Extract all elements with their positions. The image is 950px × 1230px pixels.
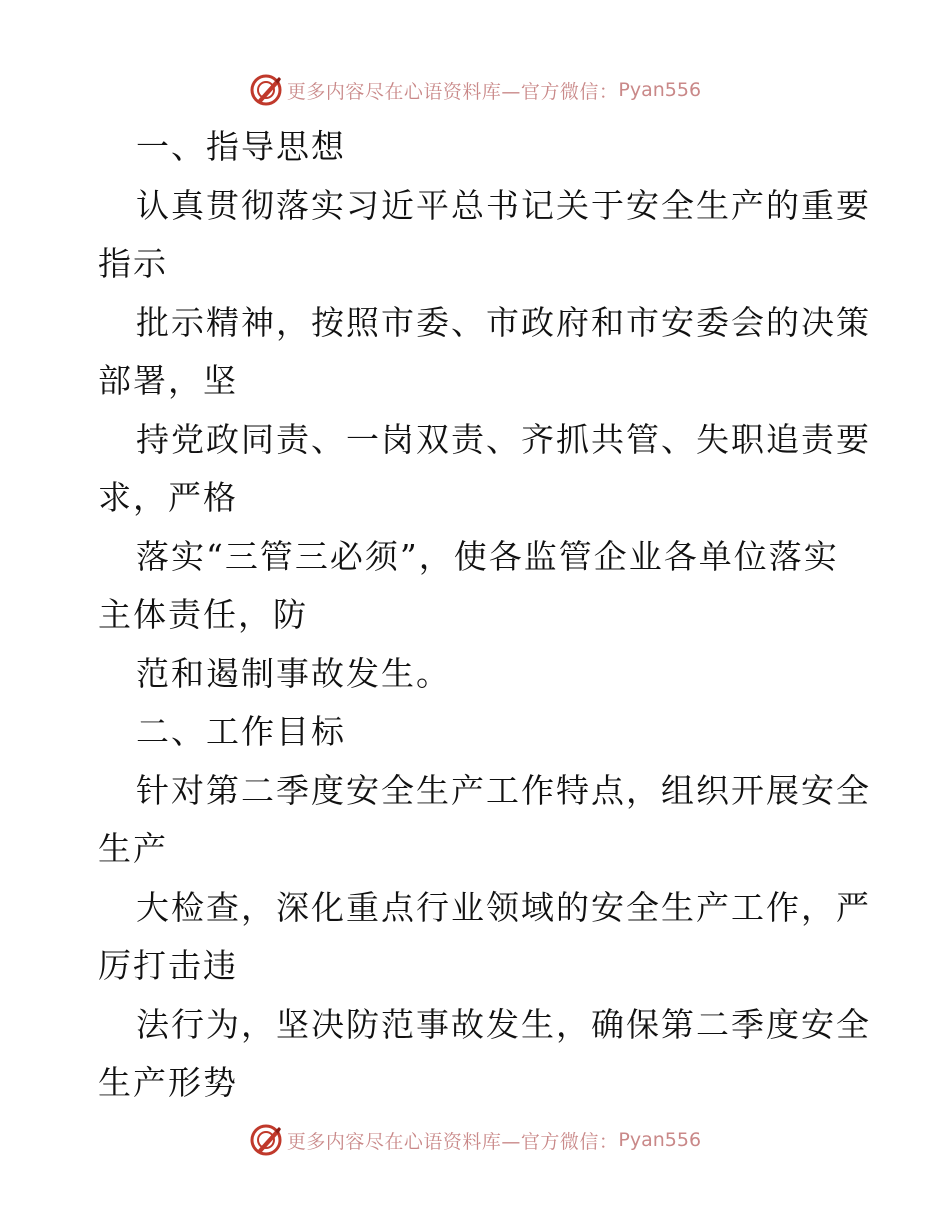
watermark-handle: Pyan556	[618, 1129, 702, 1151]
watermark-text: 更多内容尽在心语资料库—官方微信：	[286, 80, 619, 103]
paragraph-line: 法行为，坚决防范事故发生，确保第二季度安全	[136, 1004, 871, 1044]
footer-watermark	[0, 1120, 950, 1160]
paragraph-line: 指示	[98, 244, 168, 283]
paragraph-line: 针对第二季度安全生产工作特点，组织开展安全	[136, 770, 871, 810]
paragraph-line: 持党政同责、一岗双责、齐抓共管、失职追责要	[136, 419, 871, 459]
paragraph-line: 厉打击违	[98, 946, 238, 985]
document-body	[98, 118, 871, 1113]
paragraph-line: 生产	[98, 829, 168, 868]
paragraph-line: 主体责任，防	[98, 595, 308, 634]
paragraph-line: 大检查，深化重点行业领域的安全生产工作，严	[136, 887, 871, 927]
section-heading-1: 一、指导思想	[136, 127, 346, 166]
paragraph-line: 求，严格	[98, 478, 238, 517]
watermark-text: 更多内容尽在心语资料库—官方微信：	[286, 1130, 619, 1153]
header-watermark	[0, 70, 950, 110]
paragraph-line: 批示精神，按照市委、市政府和市安委会的决策	[136, 302, 871, 342]
paragraph-line: 落实“三管三必须”，使各监管企业各单位落实	[136, 536, 839, 576]
paragraph-line: 部署，坚	[98, 361, 238, 400]
section-heading-2: 二、工作目标	[136, 712, 346, 751]
red-pen-seal-icon	[249, 1123, 283, 1157]
red-pen-seal-icon	[249, 73, 283, 107]
watermark-handle: Pyan556	[618, 79, 702, 101]
paragraph-line: 生产形势	[98, 1063, 238, 1102]
paragraph-line: 认真贯彻落实习近平总书记关于安全生产的重要	[136, 185, 871, 225]
paragraph-line: 范和遏制事故发生。	[136, 653, 451, 693]
